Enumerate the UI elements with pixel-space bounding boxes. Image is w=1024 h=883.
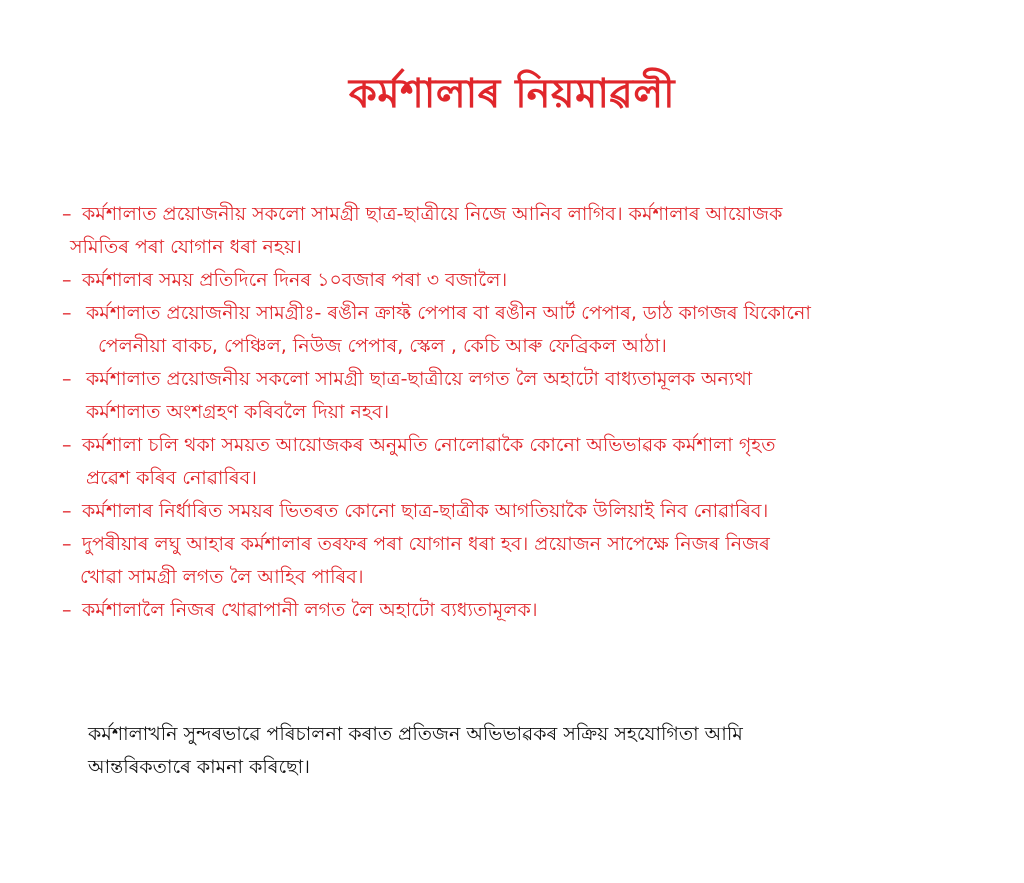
closing-note-line: আন্তৰিকতাৰে কামনা কৰিছো। xyxy=(88,756,310,778)
rule-text: কৰ্মশালা চলি থকা সময়ত আয়োজকৰ অনুমতি নোলোৱাকৈ কোনো অভিভাৱক কৰ্মশালা গৃহত xyxy=(82,434,776,456)
rule-dash: – xyxy=(62,368,72,390)
closing-note-line: কৰ্মশালাখনি সুন্দৰভাৱে পৰিচালনা কৰাত প্ৰতিজন অভিভাৱকৰ সক্ৰিয় সহযোগিতা আমি xyxy=(88,723,743,745)
rule-item xyxy=(62,198,972,264)
rule-dash: – xyxy=(62,203,72,225)
rule-text-continued: খোৱা সামগ্ৰী লগত লৈ আহিব পাৰিব। xyxy=(80,566,364,588)
closing-note xyxy=(88,718,948,784)
rule-text: দুপৰীয়াৰ লঘু আহাৰ কৰ্মশালাৰ তৰফৰ পৰা যোগান ধৰা হব। প্ৰয়োজন সাপেক্ষে নিজৰ নিজৰ xyxy=(82,533,770,555)
rule-dash: – xyxy=(62,302,72,324)
rule-text: কৰ্মশালাত প্ৰয়োজনীয় সকলো সামগ্ৰী ছাত্ৰ-ছাত্ৰীয়ে নিজে আনিব লাগিব। কৰ্মশালাৰ আয়োজক xyxy=(82,203,783,225)
rule-item xyxy=(62,264,972,297)
rule-text: কৰ্মশালাৰ নিৰ্ধাৰিত সময়ৰ ভিতৰত কোনো ছাত্ৰ-ছাত্ৰীক আগতিয়াকৈ উলিয়াই নিব নোৱাৰিব। xyxy=(82,500,769,522)
rule-item xyxy=(62,495,972,528)
rule-item xyxy=(62,528,972,594)
rule-text: কৰ্মশালাৰ সময় প্ৰতিদিনে দিনৰ ১০বজাৰ পৰা ৩ বজালৈ। xyxy=(82,269,508,291)
rule-dash: – xyxy=(62,434,72,456)
rule-item xyxy=(62,429,972,495)
page-title: কৰ্মশালাৰ নিয়মাৱলী xyxy=(348,71,676,117)
rule-text: কৰ্মশালাত প্ৰয়োজনীয় সামগ্ৰীঃ- ৰঙীন ক্ৰাফ্ট পেপাৰ বা ৰঙীন আৰ্ট পেপাৰ, ডাঠ কাগজৰ যিকোনো xyxy=(86,302,811,324)
rule-dash: – xyxy=(62,500,72,522)
rule-text: কৰ্মশালালৈ নিজৰ খোৱাপানী লগত লৈ অহাটো ব্যধ্যতামূলক। xyxy=(82,599,538,621)
rule-text-continued: পেলনীয়া বাকচ, পেঞ্চিল, নিউজ পেপাৰ, স্কেল , কেচি আৰু ফেব্ৰিকল আঠা। xyxy=(98,335,667,357)
rule-item xyxy=(62,297,972,363)
rules-list xyxy=(62,198,972,627)
rule-text-continued: কৰ্মশালাত অংশগ্ৰহণ কৰিবলৈ দিয়া নহব। xyxy=(86,401,390,423)
rule-dash: – xyxy=(62,269,72,291)
rule-text: কৰ্মশালাত প্ৰয়োজনীয় সকলো সামগ্ৰী ছাত্ৰ-ছাত্ৰীয়ে লগত লৈ অহাটো বাধ্যতামূলক অন্যথা xyxy=(86,368,753,390)
rule-item xyxy=(62,594,972,627)
rule-text-continued: প্ৰৱেশ কৰিব নোৱাৰিব। xyxy=(86,467,257,489)
rule-dash: – xyxy=(62,599,72,621)
rule-item xyxy=(62,363,972,429)
rule-text-continued: সমিতিৰ পৰা যোগান ধৰা নহয়। xyxy=(70,236,302,258)
rule-dash: – xyxy=(62,533,72,555)
